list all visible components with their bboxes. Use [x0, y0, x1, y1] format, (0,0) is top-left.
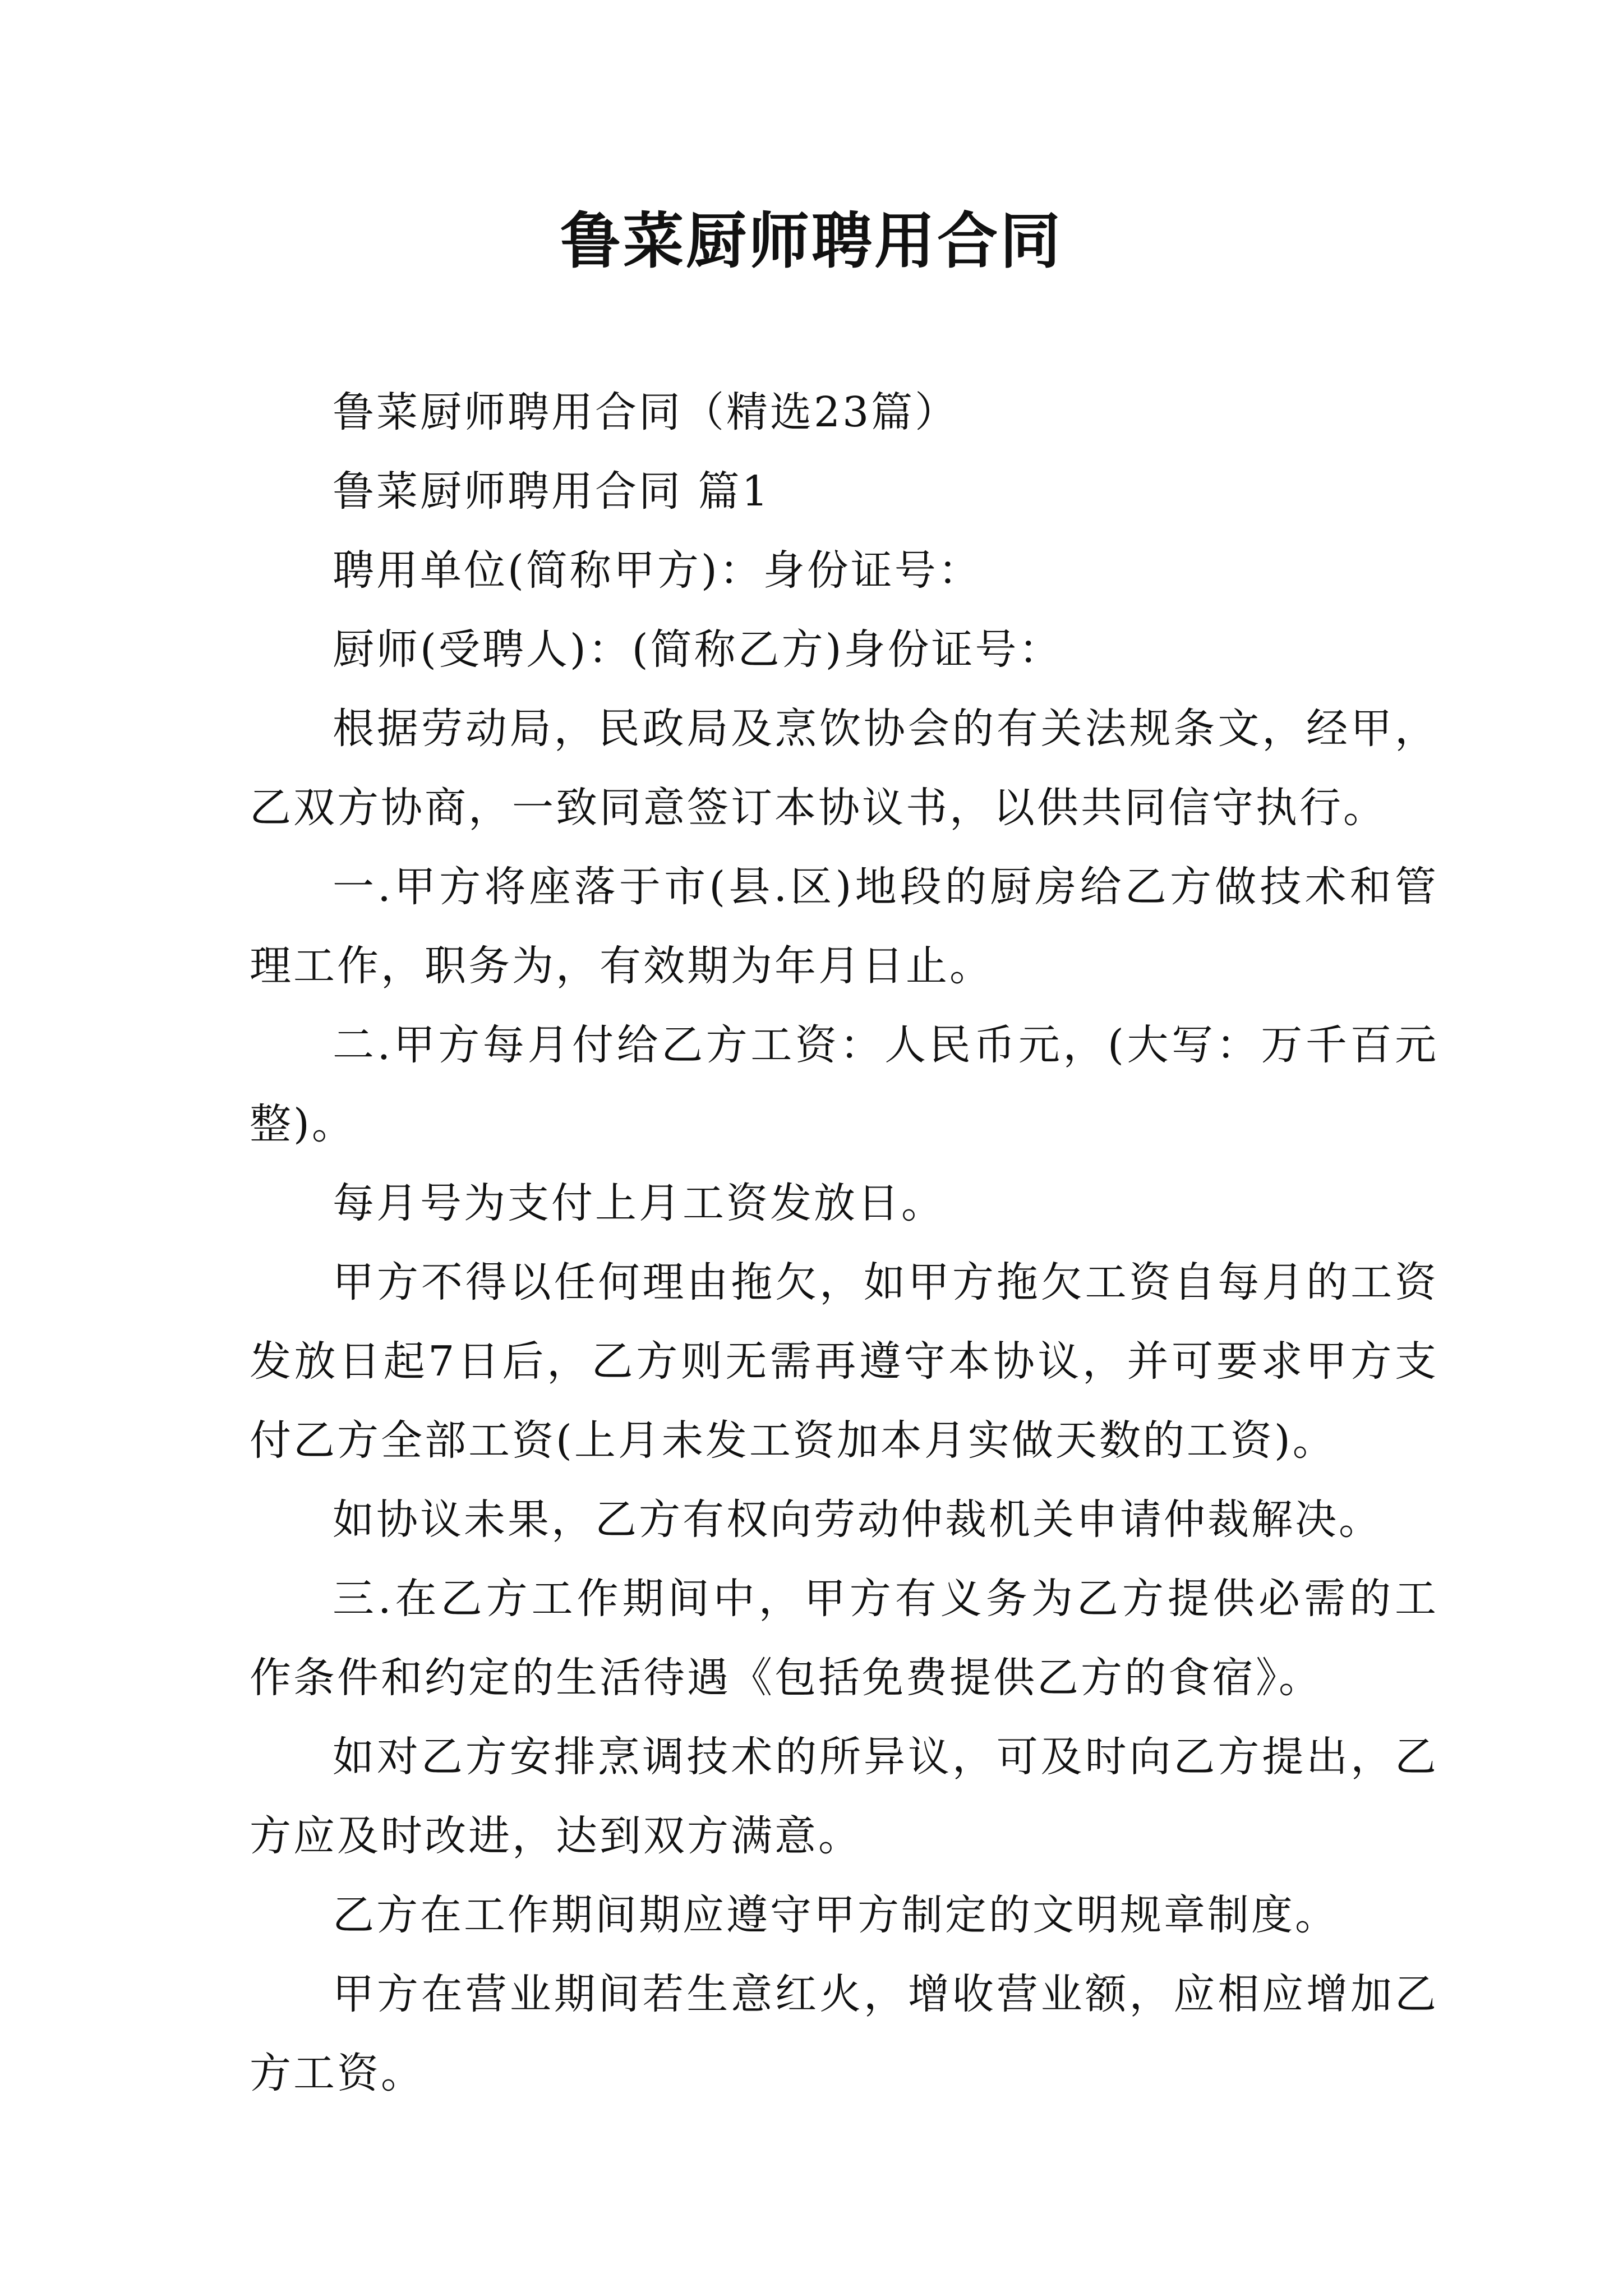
paragraph-payday: 每月号为支付上月工资发放日。: [333, 1179, 945, 1227]
paragraph-subtitle: 鲁菜厨师聘用合同（精选23篇）: [333, 388, 959, 436]
paragraph-employee: 厨师(受聘人)：(简称乙方)身份证号：: [333, 625, 1063, 674]
paragraph-clause-1: 一.甲方将座落于市(县.区)地段的厨房给乙方做技术和管理工作，职务为，有效期为年月日止。: [250, 863, 1438, 990]
document-body: [250, 373, 1438, 2113]
paragraph-objection: 如对乙方安排烹调技术的所异议，可及时向乙方提出，乙方应及时改进，达到双方满意。: [250, 1733, 1438, 1860]
document-title: 鲁菜厨师聘用合同: [560, 206, 1063, 277]
paragraph-section-heading: 鲁菜厨师聘用合同 篇1: [333, 467, 771, 516]
paragraph-employer: 聘用单位(简称甲方)：身份证号：: [333, 546, 982, 595]
paragraph-clause-2: 二.甲方每月付给乙方工资：人民币元，(大写：万千百元整)。: [250, 1021, 1438, 1148]
paragraph-rules: 乙方在工作期间期应遵守甲方制定的文明规章制度。: [333, 1891, 1339, 1939]
paragraph-clause-3: 三.在乙方工作期间中，甲方有义务为乙方提供必需的工作条件和约定的生活待遇《包括免费提供乙方的食宿》。: [250, 1575, 1438, 1702]
paragraph-arrears: 甲方不得以任何理由拖欠，如甲方拖欠工资自每月的工资发放日起7日后，乙方则无需再遵守本协议，并可要求甲方支付乙方全部工资(上月未发工资加本月实做天数的工资)。: [250, 1258, 1438, 1465]
paragraph-raise: 甲方在营业期间若生意红火，增收营业额，应相应增加乙方工资。: [250, 1970, 1438, 2097]
paragraph-preamble: 根据劳动局，民政局及烹饮协会的有关法规条文，经甲，乙双方协商，一致同意签订本协议书，以供共同信守执行。: [250, 705, 1438, 832]
paragraph-arbitration: 如协议未果，乙方有权向劳动仲裁机关申请仲裁解决。: [333, 1496, 1382, 1544]
